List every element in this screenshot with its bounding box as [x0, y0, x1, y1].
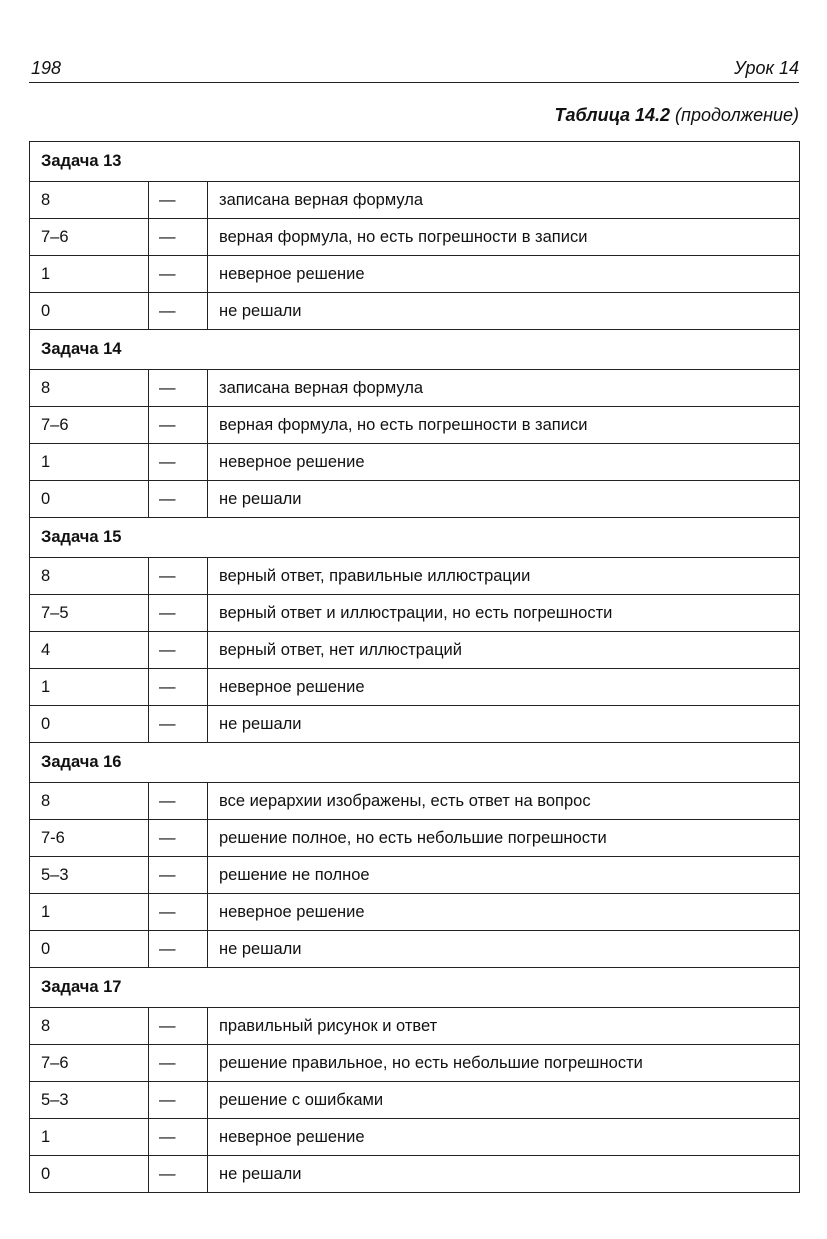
- table-row: [30, 219, 800, 256]
- dash-cell: —: [149, 481, 208, 518]
- dash-cell: —: [149, 558, 208, 595]
- table-row: [30, 481, 800, 518]
- score-cell: 0: [30, 293, 149, 330]
- dash-cell: —: [149, 857, 208, 894]
- table-row: [30, 1045, 800, 1082]
- section-title: Задача 16: [30, 743, 800, 783]
- description-cell: решение с ошибками: [208, 1082, 800, 1119]
- table-row: [30, 1008, 800, 1045]
- table-row: [30, 293, 800, 330]
- description-cell: верная формула, но есть погрешности в записи: [208, 219, 800, 256]
- description-cell: верный ответ, правильные иллюстрации: [208, 558, 800, 595]
- table-row: [30, 444, 800, 481]
- table-row: [30, 669, 800, 706]
- description-cell: не решали: [208, 293, 800, 330]
- score-cell: 8: [30, 1008, 149, 1045]
- description-cell: не решали: [208, 481, 800, 518]
- table-row: [30, 595, 800, 632]
- dash-cell: —: [149, 706, 208, 743]
- score-cell: 8: [30, 558, 149, 595]
- table-row: [30, 1156, 800, 1193]
- table-row: [30, 931, 800, 968]
- score-cell: 5–3: [30, 857, 149, 894]
- dash-cell: —: [149, 407, 208, 444]
- dash-cell: —: [149, 894, 208, 931]
- dash-cell: —: [149, 293, 208, 330]
- score-cell: 0: [30, 481, 149, 518]
- score-cell: 4: [30, 632, 149, 669]
- description-cell: записана верная формула: [208, 182, 800, 219]
- score-cell: 8: [30, 783, 149, 820]
- dash-cell: —: [149, 783, 208, 820]
- table-row: [30, 407, 800, 444]
- score-cell: 1: [30, 669, 149, 706]
- score-cell: 5–3: [30, 1082, 149, 1119]
- score-cell: 1: [30, 1119, 149, 1156]
- lesson-title: Урок 14: [734, 58, 799, 78]
- description-cell: не решали: [208, 1156, 800, 1193]
- dash-cell: —: [149, 444, 208, 481]
- grading-table: [29, 141, 800, 1193]
- description-cell: записана верная формула: [208, 370, 800, 407]
- description-cell: решение не полное: [208, 857, 800, 894]
- score-cell: 1: [30, 256, 149, 293]
- score-cell: 7-6: [30, 820, 149, 857]
- table-row: [30, 1119, 800, 1156]
- table-row: [30, 182, 800, 219]
- section-title: Задача 15: [30, 518, 800, 558]
- description-cell: верный ответ, нет иллюстраций: [208, 632, 800, 669]
- table-caption-label: Таблица 14.2: [554, 105, 671, 125]
- section-header-row: [30, 518, 800, 558]
- table-row: [30, 632, 800, 669]
- table-row: [30, 558, 800, 595]
- score-cell: 7–6: [30, 407, 149, 444]
- section-header-row: [30, 142, 800, 182]
- description-cell: верный ответ и иллюстрации, но есть погрешности: [208, 595, 800, 632]
- section-header-row: [30, 330, 800, 370]
- description-cell: правильный рисунок и ответ: [208, 1008, 800, 1045]
- dash-cell: —: [149, 256, 208, 293]
- score-cell: 0: [30, 1156, 149, 1193]
- score-cell: 8: [30, 182, 149, 219]
- dash-cell: —: [149, 931, 208, 968]
- section-title: Задача 14: [30, 330, 800, 370]
- section-header-row: [30, 743, 800, 783]
- description-cell: неверное решение: [208, 894, 800, 931]
- dash-cell: —: [149, 595, 208, 632]
- dash-cell: —: [149, 1082, 208, 1119]
- section-title: Задача 17: [30, 968, 800, 1008]
- table-row: [30, 706, 800, 743]
- dash-cell: —: [149, 370, 208, 407]
- table-row: [30, 894, 800, 931]
- score-cell: 0: [30, 931, 149, 968]
- section-header-row: [30, 968, 800, 1008]
- description-cell: решение полное, но есть небольшие погрешности: [208, 820, 800, 857]
- score-cell: 0: [30, 706, 149, 743]
- dash-cell: —: [149, 632, 208, 669]
- dash-cell: —: [149, 1008, 208, 1045]
- description-cell: неверное решение: [208, 669, 800, 706]
- dash-cell: —: [149, 1156, 208, 1193]
- description-cell: неверное решение: [208, 1119, 800, 1156]
- dash-cell: —: [149, 820, 208, 857]
- page-number: 198: [31, 58, 62, 78]
- page-header: [29, 58, 799, 83]
- table-row: [30, 256, 800, 293]
- description-cell: верная формула, но есть погрешности в записи: [208, 407, 800, 444]
- score-cell: 1: [30, 444, 149, 481]
- description-cell: неверное решение: [208, 256, 800, 293]
- dash-cell: —: [149, 1045, 208, 1082]
- table-row: [30, 783, 800, 820]
- score-cell: 7–5: [30, 595, 149, 632]
- score-cell: 8: [30, 370, 149, 407]
- description-cell: все иерархии изображены, есть ответ на вопрос: [208, 783, 800, 820]
- table-caption: [555, 105, 800, 126]
- table-row: [30, 820, 800, 857]
- description-cell: неверное решение: [208, 444, 800, 481]
- score-cell: 1: [30, 894, 149, 931]
- dash-cell: —: [149, 1119, 208, 1156]
- table-row: [30, 1082, 800, 1119]
- table-row: [30, 370, 800, 407]
- dash-cell: —: [149, 219, 208, 256]
- dash-cell: —: [149, 669, 208, 706]
- table-row: [30, 857, 800, 894]
- description-cell: решение правильное, но есть небольшие погрешности: [208, 1045, 800, 1082]
- table-caption-continuation: (продолжение): [670, 105, 799, 125]
- description-cell: не решали: [208, 706, 800, 743]
- score-cell: 7–6: [30, 1045, 149, 1082]
- dash-cell: —: [149, 182, 208, 219]
- score-cell: 7–6: [30, 219, 149, 256]
- description-cell: не решали: [208, 931, 800, 968]
- section-title: Задача 13: [30, 142, 800, 182]
